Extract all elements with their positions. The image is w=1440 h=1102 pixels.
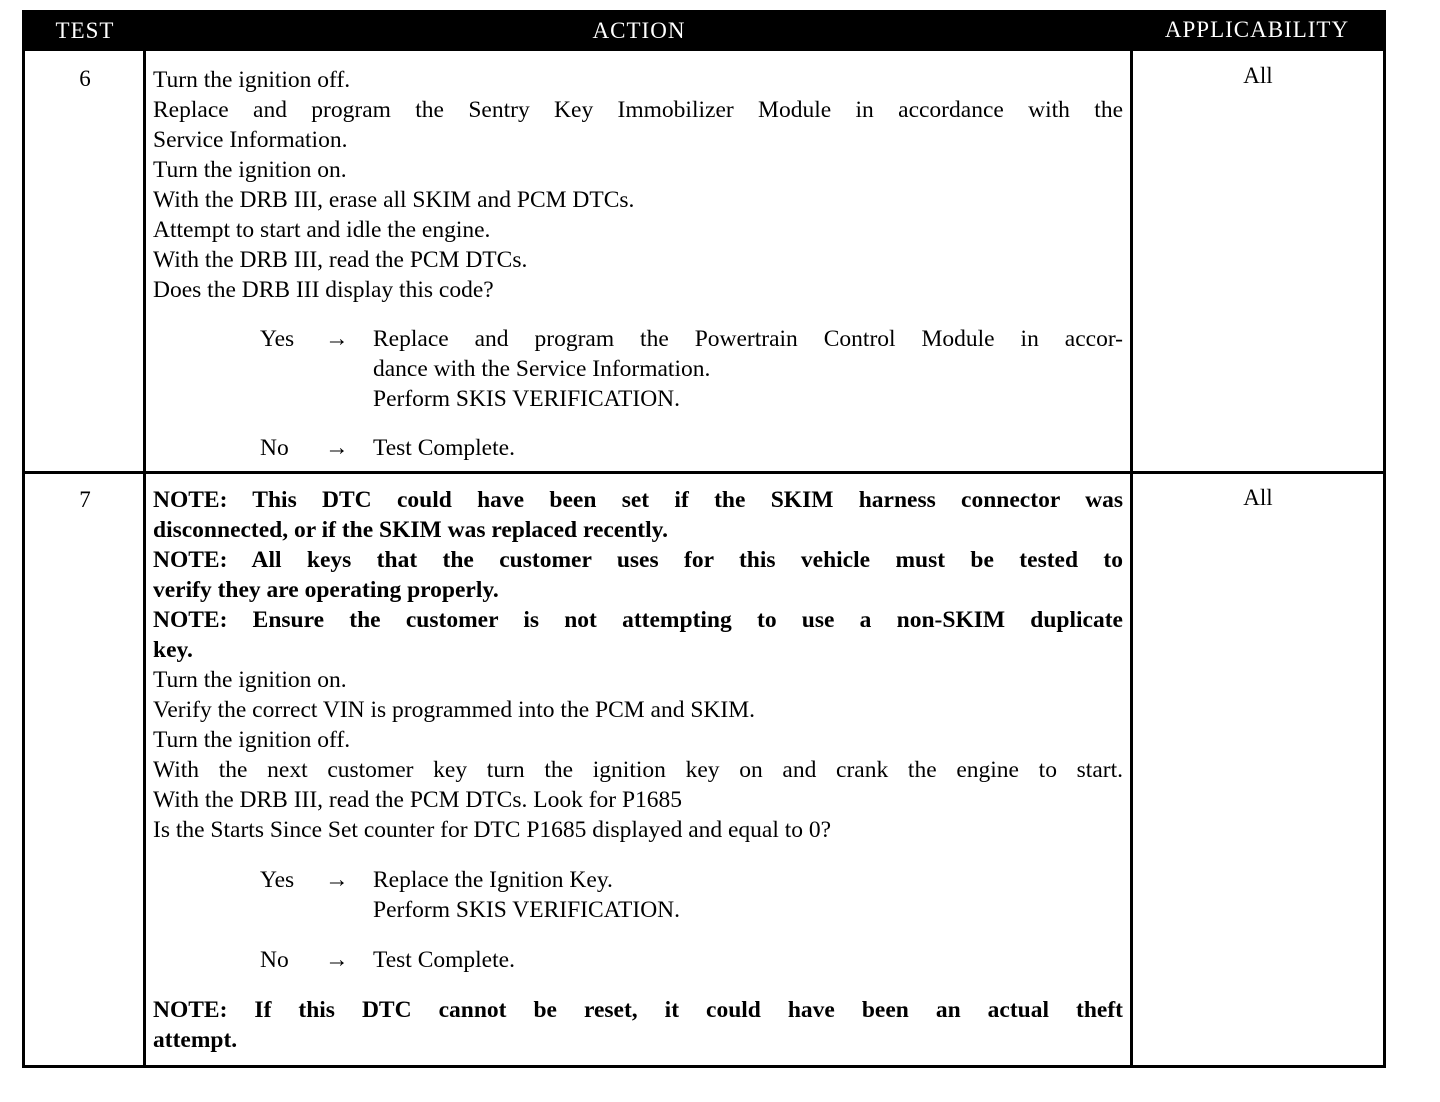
yes-line: Perform SKIS VERIFICATION.	[373, 897, 681, 923]
applicability-row-7: All	[1243, 485, 1273, 510]
arrow-right-icon: →	[325, 435, 349, 461]
yes-line: Replace the Ignition Key.	[373, 867, 613, 893]
header-test: TEST	[55, 18, 115, 43]
action-line: Is the Starts Since Set counter for DTC P1685 displayed and equal to 0?	[153, 817, 832, 843]
no-label: No	[260, 947, 289, 973]
action-line: Turn the ignition off.	[153, 727, 351, 753]
yes-line: Replace and program the Powertrain Control Module in accor-	[373, 326, 1123, 352]
row-divider	[25, 471, 1383, 474]
note-line: attempt.	[153, 1027, 238, 1053]
no-text: Test Complete.	[373, 947, 515, 973]
yes-label: Yes	[260, 326, 295, 352]
note-line: NOTE: This DTC could have been set if the SKIM harness connector was	[153, 487, 1123, 513]
header-applicability: APPLICABILITY	[1164, 17, 1350, 42]
action-cell-6	[153, 65, 1123, 463]
yes-line: dance with the Service Information.	[373, 356, 711, 382]
action-line: Replace and program the Sentry Key Immobilizer Module in accordance with the	[153, 97, 1123, 123]
applicability-row-6: All	[1243, 63, 1273, 88]
yes-label: Yes	[260, 867, 295, 893]
note-line: verify they are operating properly.	[153, 577, 499, 603]
test-table	[22, 10, 1386, 1068]
test-number-7: 7	[79, 487, 91, 512]
yes-line: Perform SKIS VERIFICATION.	[373, 386, 681, 412]
no-response	[153, 433, 1123, 463]
no-response	[153, 945, 1123, 975]
note-line: key.	[153, 637, 193, 663]
action-line: Verify the correct VIN is programmed into the PCM and SKIM.	[153, 697, 755, 723]
header-action: ACTION	[592, 18, 686, 43]
note-line: NOTE: If this DTC cannot be reset, it could have been an actual theft	[153, 997, 1123, 1023]
table-header	[25, 13, 1383, 51]
arrow-right-icon: →	[325, 326, 349, 352]
action-line: Does the DRB III display this code?	[153, 277, 494, 303]
action-line: With the DRB III, erase all SKIM and PCM DTCs.	[153, 187, 635, 213]
note-line: disconnected, or if the SKIM was replaced recently.	[153, 517, 668, 543]
note-line: NOTE: All keys that the customer uses for this vehicle must be tested to	[153, 547, 1123, 573]
action-line: With the DRB III, read the PCM DTCs.	[153, 247, 528, 273]
action-line: With the next customer key turn the ignition key on and crank the engine to start.	[153, 757, 1123, 783]
test-number-6: 6	[79, 66, 91, 91]
action-line: Attempt to start and idle the engine.	[153, 217, 491, 243]
arrow-right-icon: →	[325, 947, 349, 973]
column-divider	[143, 51, 146, 1065]
yes-response	[153, 324, 1123, 414]
action-line: Turn the ignition on.	[153, 667, 347, 693]
action-cell-7	[153, 485, 1123, 1055]
action-line: With the DRB III, read the PCM DTCs. Look for P1685	[153, 787, 683, 813]
yes-response	[153, 865, 1123, 925]
note-line: NOTE: Ensure the customer is not attempting to use a non-SKIM duplicate	[153, 607, 1123, 633]
no-text: Test Complete.	[373, 435, 515, 461]
action-line: Turn the ignition off.	[153, 67, 351, 93]
final-note	[153, 995, 1123, 1055]
column-divider	[1130, 51, 1133, 1065]
no-label: No	[260, 435, 289, 461]
action-line: Service Information.	[153, 127, 348, 153]
action-line: Turn the ignition on.	[153, 157, 347, 183]
arrow-right-icon: →	[325, 867, 349, 893]
